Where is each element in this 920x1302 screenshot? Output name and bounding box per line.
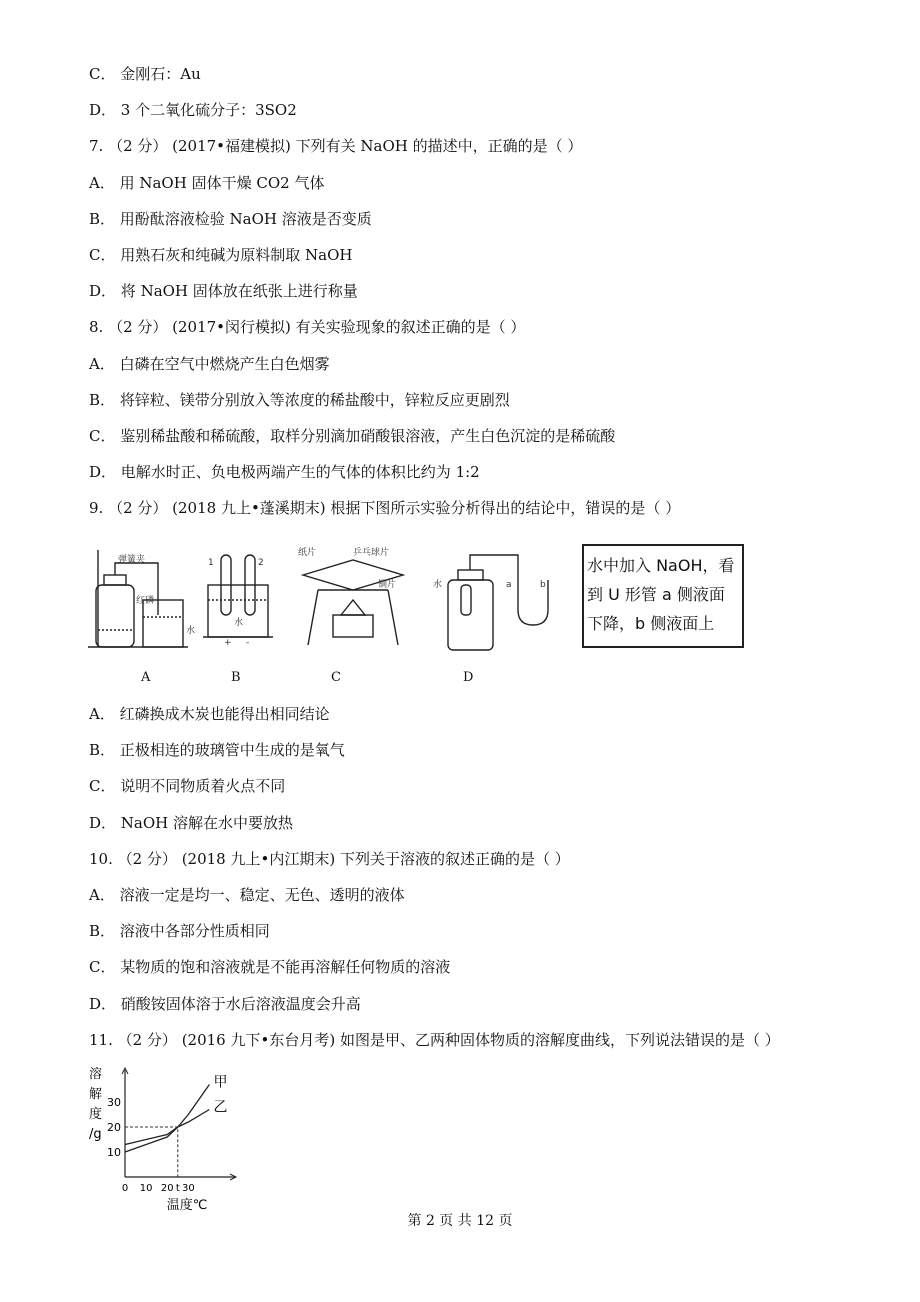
page-footer: 第 2 页 共 12 页 [407,1213,513,1229]
fig-b-anno-0: 1 [208,558,214,568]
question-line: B． 将锌粒、镁带分别放入等浓度的稀盐酸中，锌粒反应更剧烈 [89,390,510,409]
x-tick-label: 30 [181,1183,195,1194]
question-line: C． 说明不同物质着火点不同 [89,777,286,796]
x-axis-label: 温度℃ [166,1198,208,1213]
fig-c-anno-0: 纸片 [298,548,317,558]
y-tick-label: 10 [107,1146,121,1159]
fig-label-a: A [141,670,151,685]
series-label: 乙 [213,1099,228,1116]
solubility-chart [85,1062,255,1213]
fig-b-anno-3: + [224,638,232,648]
question-line: C． 某物质的饱和溶液就是不能再溶解任何物质的溶液 [89,958,451,977]
question-line: D． 电解水时正、负电极两端产生的气体的体积比约为 1:2 [89,463,480,482]
question-line: A． 用 NaOH 固体干燥 CO2 气体 [89,173,325,192]
question-line: 7. （2 分） (2017•福建模拟) 下列有关 NaOH 的描述中，正确的是（ ） [89,137,583,156]
question-line: D． 3 个二氧化硫分子：3SO2 [89,101,297,120]
question-line: 11. （2 分） (2016 九下•东台月考) 如图是甲、乙两种固体物质的溶解度曲线，下列说法错误的是（ ） [89,1030,780,1049]
question-line: A． 溶液一定是均一、稳定、无色、透明的液体 [89,886,405,904]
fig-c-anno-2: 铜片 [378,580,397,590]
question-line: C． 鉴别稀盐酸和稀硫酸，取样分别滴加硝酸银溶液，产生白色沉淀的是稀硫酸 [89,427,616,445]
y-axis-label-char: /g [89,1127,102,1142]
fig-b-anno-2: 水 [234,618,244,628]
fig-label-c: C [331,670,341,685]
fig-a-anno-0: 弹簧夹 [118,555,146,565]
question-line: D． 硝酸铵固体溶于水后溶液温度会升高 [89,994,361,1013]
question-line: A． 白磷在空气中燃烧产生白色烟雾 [89,354,330,373]
question-line: B． 正极相连的玻璃管中生成的是氧气 [89,741,345,760]
question-line: 10. （2 分） (2018 九上•内江期末) 下列关于溶液的叙述正确的是（ ） [89,849,570,868]
figure-d-apparatus [448,555,548,650]
y-tick-label: 30 [107,1096,121,1109]
q9-box-text [587,551,737,638]
y-tick-label: 20 [107,1121,121,1134]
y-axis-label-char: 溶 [89,1067,103,1082]
fig-c-anno-1: 乒乓球片 [353,548,390,558]
question-line: 8. （2 分） (2017•闵行模拟) 有关实验现象的叙述正确的是（ ） [89,318,526,337]
fig-a-anno-2: 水 [186,626,196,636]
fig-b-anno-4: - [246,638,250,648]
box-line: 下降，b 侧液面上 [587,614,715,633]
question-line: B． 溶液中各部分性质相同 [89,922,270,941]
fig-d-anno-1: a [506,580,512,590]
fig-label-b: B [231,670,241,685]
question-line: C． 金刚石：Au [89,65,201,83]
question-line: D． 将 NaOH 固体放在纸张上进行称量 [89,282,358,301]
question-line: D． NaOH 溶解在水中要放热 [89,813,294,832]
question-line: 9. （2 分） (2018 九上•蓬溪期末) 根据下图所示实验分析得出的结论中，错误的是（ ） [89,499,681,518]
fig-d-anno-0: 水 [433,580,443,590]
box-line: 水中加入 NaOH，看 [587,556,735,575]
fig-b-anno-1: 2 [258,558,264,568]
box-line: 到 U 形管 a 侧液面 [587,585,725,604]
question-line: C． 用熟石灰和纯碱为原料制取 NaOH [89,246,353,264]
series-label: 甲 [213,1074,228,1091]
fig-label-d: D [463,670,474,685]
question-line: B． 用酚酞溶液检验 NaOH 溶液是否变质 [89,209,372,228]
x-tick-label: t [175,1183,180,1194]
x-tick-label: 20 [160,1183,174,1194]
fig-a-anno-1: 红磷 [136,596,155,606]
x-tick-label: 10 [139,1183,153,1194]
fig-d-anno-2: b [540,580,546,590]
x-tick-label: 0 [121,1183,129,1194]
figure-c-apparatus [303,560,403,645]
question-line: A． 红磷换成木炭也能得出相同结论 [89,705,330,723]
y-axis-label-char: 度 [89,1107,103,1122]
y-axis-label-char: 解 [89,1087,103,1102]
